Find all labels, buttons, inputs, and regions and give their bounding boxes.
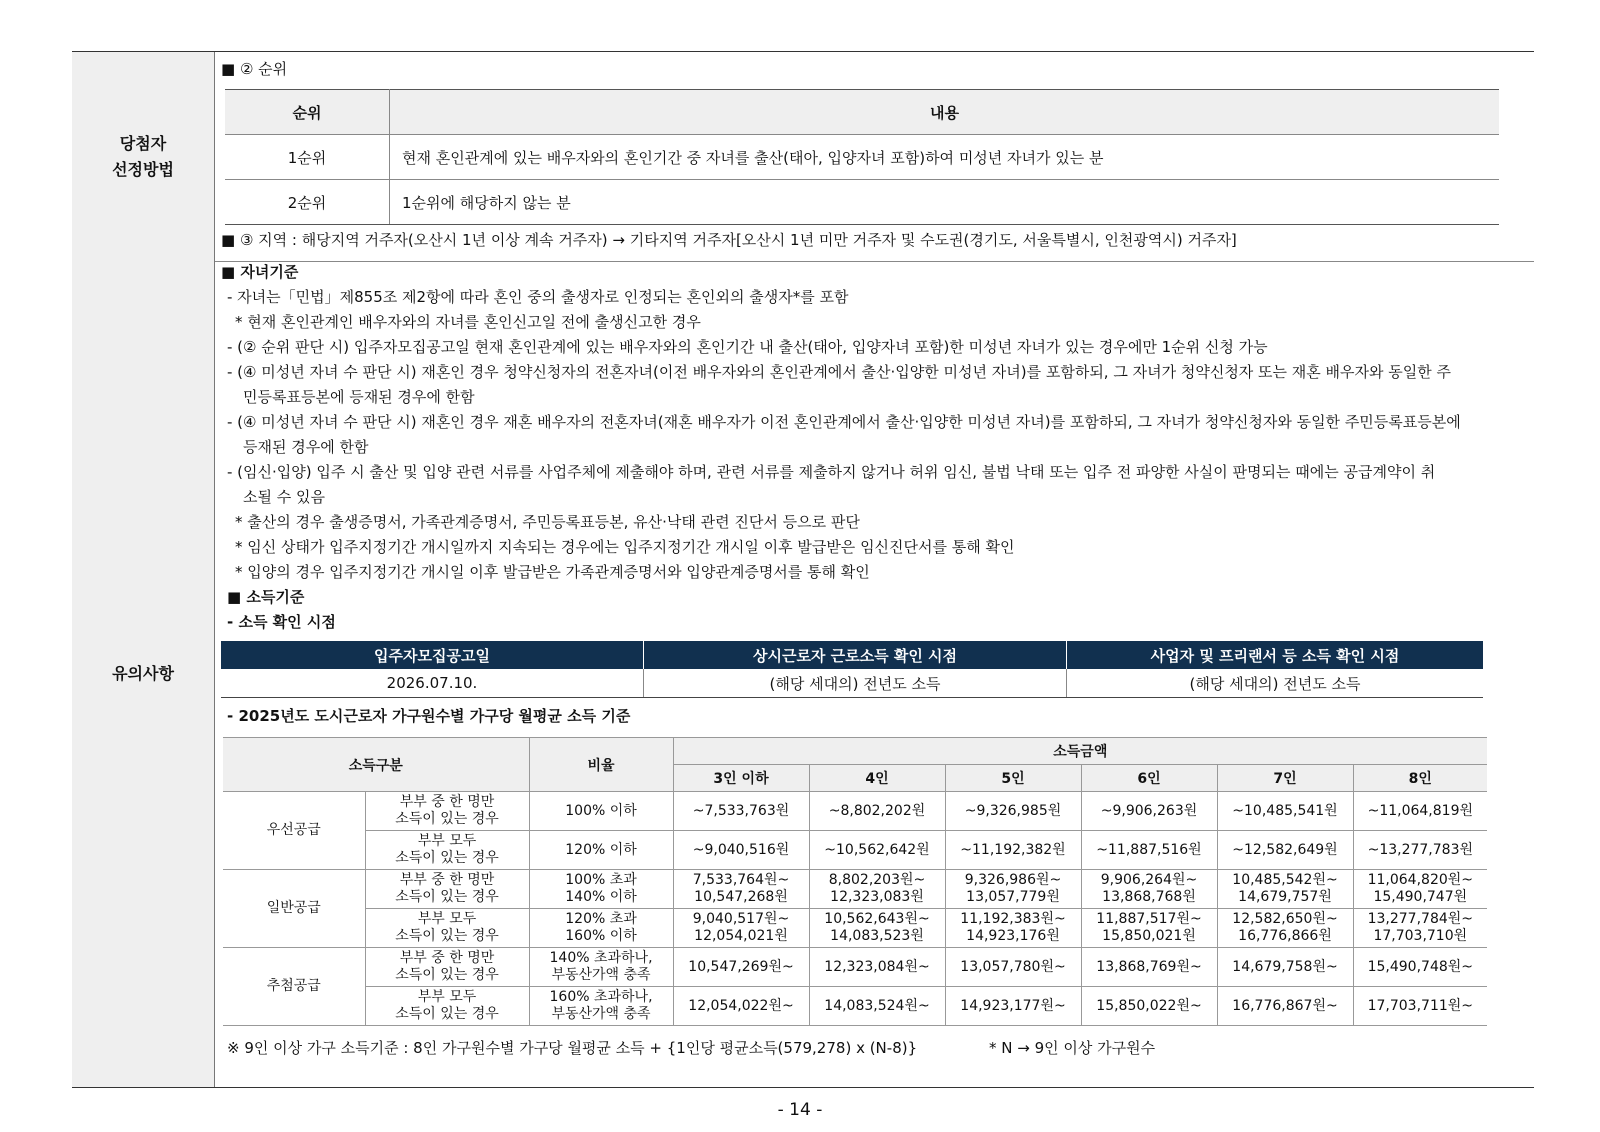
income-amount-cell: 12,054,022원~ (673, 987, 809, 1026)
table-cell: 2026.07.10. (221, 669, 644, 698)
income-amount-cell: 9,040,517원~ 12,054,021원 (673, 909, 809, 948)
income-amount-cell: ~11,192,382원 (945, 831, 1081, 870)
header-income-amount: 소득금액 (673, 738, 1487, 765)
supply-type-cell: 우선공급 (223, 792, 365, 870)
income-amount-cell: 8,802,203원~ 12,323,083원 (809, 870, 945, 909)
table-row (223, 948, 1487, 987)
table-row (221, 669, 1483, 698)
income-amount-cell: 15,850,022원~ (1081, 987, 1217, 1026)
header-household-size: 7인 (1217, 765, 1353, 792)
table-row (223, 831, 1487, 870)
income-amount-cell: 14,083,524원~ (809, 987, 945, 1026)
list-item: - (② 순위 판단 시) 입주자모집공고일 현재 혼인관계에 있는 배우자와의 혼인기간 내 출산(태아, 입양자녀 포함)한 미성년 자녀가 있는 경우에만 1순위 신청 가능 (227, 338, 1268, 356)
rank-content-cell: 현재 혼인관계에 있는 배우자와의 혼인기간 중 자녀를 출산(태아, 입양자녀 포함)하여 미성년 자녀가 있는 분 (390, 135, 1500, 180)
income-amount-cell: 13,868,769원~ (1081, 948, 1217, 987)
list-item: * 현재 혼인관계인 배우자와의 자녀를 혼인신고일 전에 출생신고한 경우 (235, 313, 701, 331)
income-amount-cell: 9,326,986원~ 13,057,779원 (945, 870, 1081, 909)
ratio-cell: 140% 초과하나, 부동산가액 충족 (529, 948, 673, 987)
earner-condition-cell: 부부 모두 소득이 있는 경우 (365, 987, 529, 1026)
list-item: * 출산의 경우 출생증명서, 가족관계증명서, 주민등록표등본, 유산·낙태 관련 진단서 등으로 판단 (235, 513, 860, 531)
footnote-9plus: ※ 9인 이상 가구 소득기준 : 8인 가구원수별 가구당 월평균 소득 + {1인당 평균소득(579,278) x (N-8)} (227, 1039, 918, 1057)
income-amount-cell: ~7,533,763원 (673, 792, 809, 831)
section-content-notes (215, 260, 1534, 1087)
header-household-size: 5인 (945, 765, 1081, 792)
income-standard-table (223, 737, 1487, 1026)
income-amount-cell: ~9,040,516원 (673, 831, 809, 870)
income-amount-cell: ~8,802,202원 (809, 792, 945, 831)
list-item: 민등록표등본에 등재된 경우에 한함 (243, 388, 475, 406)
income-amount-cell: 11,887,517원~ 15,850,021원 (1081, 909, 1217, 948)
table-cell: (해당 세대의) 전년도 소득 (644, 669, 1067, 698)
income-amount-cell: 9,906,264원~ 13,868,768원 (1081, 870, 1217, 909)
child-criteria-heading: ■ 자녀기준 (221, 263, 299, 281)
income-criteria-heading: ■ 소득기준 (227, 588, 305, 606)
income-amount-cell: 13,277,784원~ 17,703,710원 (1353, 909, 1487, 948)
header-household-size: 4인 (809, 765, 945, 792)
income-amount-cell: ~9,326,985원 (945, 792, 1081, 831)
table-row (223, 870, 1487, 909)
income-amount-cell: 12,582,650원~ 16,776,866원 (1217, 909, 1353, 948)
income-amount-cell: 10,547,269원~ (673, 948, 809, 987)
page-number: - 14 - (777, 1100, 823, 1120)
rank-heading: ■ ② 순위 (221, 60, 288, 78)
rank-header-rank: 순위 (225, 90, 390, 135)
ratio-cell: 160% 초과하나, 부동산가액 충족 (529, 987, 673, 1026)
table-row (223, 987, 1487, 1026)
section-label-selection: 당첨자 선정방법 (72, 52, 215, 261)
income-check-header: 상시근로자 근로소득 확인 시점 (644, 641, 1067, 669)
income-amount-cell: 13,057,780원~ (945, 948, 1081, 987)
earner-condition-cell: 부부 모두 소득이 있는 경우 (365, 909, 529, 948)
ratio-cell: 120% 초과 160% 이하 (529, 909, 673, 948)
supply-type-cell: 추첨공급 (223, 948, 365, 1026)
income-check-header: 입주자모집공고일 (221, 641, 644, 669)
table-cell: (해당 세대의) 전년도 소득 (1067, 669, 1484, 698)
income-amount-cell: ~10,562,642원 (809, 831, 945, 870)
income-standard-subheading: - 2025년도 도시근로자 가구원수별 가구당 월평균 소득 기준 (227, 707, 631, 725)
income-amount-cell: ~11,064,819원 (1353, 792, 1487, 831)
earner-condition-cell: 부부 중 한 명만 소득이 있는 경우 (365, 870, 529, 909)
earner-condition-cell: 부부 중 한 명만 소득이 있는 경우 (365, 948, 529, 987)
list-item: * 임신 상태가 입주지정기간 개시일까지 지속되는 경우에는 입주지정기간 개시일 이후 발급받은 임신진단서를 통해 확인 (235, 538, 1015, 556)
table-row (225, 180, 1499, 225)
income-amount-cell: 10,562,643원~ 14,083,523원 (809, 909, 945, 948)
ratio-cell: 100% 이하 (529, 792, 673, 831)
income-amount-cell: 16,776,867원~ (1217, 987, 1353, 1026)
section-notes (72, 260, 1534, 1088)
table-row (223, 792, 1487, 831)
income-amount-cell: 15,490,748원~ (1353, 948, 1487, 987)
supply-type-cell: 일반공급 (223, 870, 365, 948)
section-content-selection (215, 52, 1534, 261)
earner-condition-cell: 부부 모두 소득이 있는 경우 (365, 831, 529, 870)
income-check-header: 사업자 및 프리랜서 등 소득 확인 시점 (1067, 641, 1484, 669)
list-item: - 자녀는「민법」제855조 제2항에 따라 혼인 중의 출생자로 인정되는 혼인외의 출생자*를 포함 (227, 288, 849, 306)
earner-condition-cell: 부부 중 한 명만 소득이 있는 경우 (365, 792, 529, 831)
section-selection-method (72, 51, 1534, 262)
list-item: 등재된 경우에 한함 (243, 438, 369, 456)
income-amount-cell: 7,533,764원~ 10,547,268원 (673, 870, 809, 909)
list-item: - (④ 미성년 자녀 수 판단 시) 재혼인 경우 재혼 배우자의 전혼자녀(재혼 배우자가 이전 혼인관계에서 출산·입양한 미성년 자녀)를 포함하되, 그 자녀가 청약신청자와 동일한 주민등록표등본에 (227, 413, 1461, 431)
ratio-cell: 120% 이하 (529, 831, 673, 870)
income-amount-cell: ~13,277,783원 (1353, 831, 1487, 870)
rank-content-cell: 1순위에 해당하지 않는 분 (390, 180, 1500, 225)
header-household-size: 3인 이하 (673, 765, 809, 792)
header-household-size: 8인 (1353, 765, 1487, 792)
income-amount-cell: 14,679,758원~ (1217, 948, 1353, 987)
income-amount-cell: 14,923,177원~ (945, 987, 1081, 1026)
rank-table (225, 89, 1499, 225)
header-ratio: 비율 (529, 738, 673, 792)
list-item: * 입양의 경우 입주지정기간 개시일 이후 발급받은 가족관계증명서와 입양관계증명서를 통해 확인 (235, 563, 870, 581)
income-amount-cell: 11,064,820원~ 15,490,747원 (1353, 870, 1487, 909)
list-item: - (④ 미성년 자녀 수 판단 시) 재혼인 경우 청약신청자의 전혼자녀(이전 배우자와의 혼인관계에서 출산·입양한 미성년 자녀)를 포함하되, 그 자녀가 청약신청자 또는 재혼 배우자와 동일한 주 (227, 363, 1452, 381)
income-amount-cell: ~11,887,516원 (1081, 831, 1217, 870)
ratio-cell: 100% 초과 140% 이하 (529, 870, 673, 909)
section-label-notes: 유의사항 (72, 260, 215, 1087)
region-line: ■ ③ 지역 : 해당지역 거주자(오산시 1년 이상 계속 거주자) → 기타지역 거주자[오산시 1년 미만 거주자 및 수도권(경기도, 서울특별시, 인천광역시) 거주자] (221, 231, 1237, 249)
header-income-category: 소득구분 (223, 738, 529, 792)
income-amount-cell: ~9,906,263원 (1081, 792, 1217, 831)
income-check-table (221, 641, 1483, 698)
rank-cell: 1순위 (225, 135, 390, 180)
header-household-size: 6인 (1081, 765, 1217, 792)
list-item: - (임신·입양) 입주 시 출산 및 입양 관련 서류를 사업주체에 제출해야 하며, 관련 서류를 제출하지 않거나 허위 임신, 불법 낙태 또는 입주 전 파양한 사실이 판명되는 때에는 공급계약이 취 (227, 463, 1436, 481)
rank-header-content: 내용 (390, 90, 1500, 135)
rank-cell: 2순위 (225, 180, 390, 225)
list-item: 소될 수 있음 (243, 488, 325, 506)
table-row (225, 135, 1499, 180)
income-amount-cell: ~10,485,541원 (1217, 792, 1353, 831)
table-row (223, 909, 1487, 948)
income-check-subheading: - 소득 확인 시점 (227, 613, 336, 631)
footnote-n: * N → 9인 이상 가구원수 (989, 1039, 1156, 1057)
income-amount-cell: ~12,582,649원 (1217, 831, 1353, 870)
income-amount-cell: 11,192,383원~ 14,923,176원 (945, 909, 1081, 948)
income-amount-cell: 10,485,542원~ 14,679,757원 (1217, 870, 1353, 909)
income-amount-cell: 17,703,711원~ (1353, 987, 1487, 1026)
income-amount-cell: 12,323,084원~ (809, 948, 945, 987)
